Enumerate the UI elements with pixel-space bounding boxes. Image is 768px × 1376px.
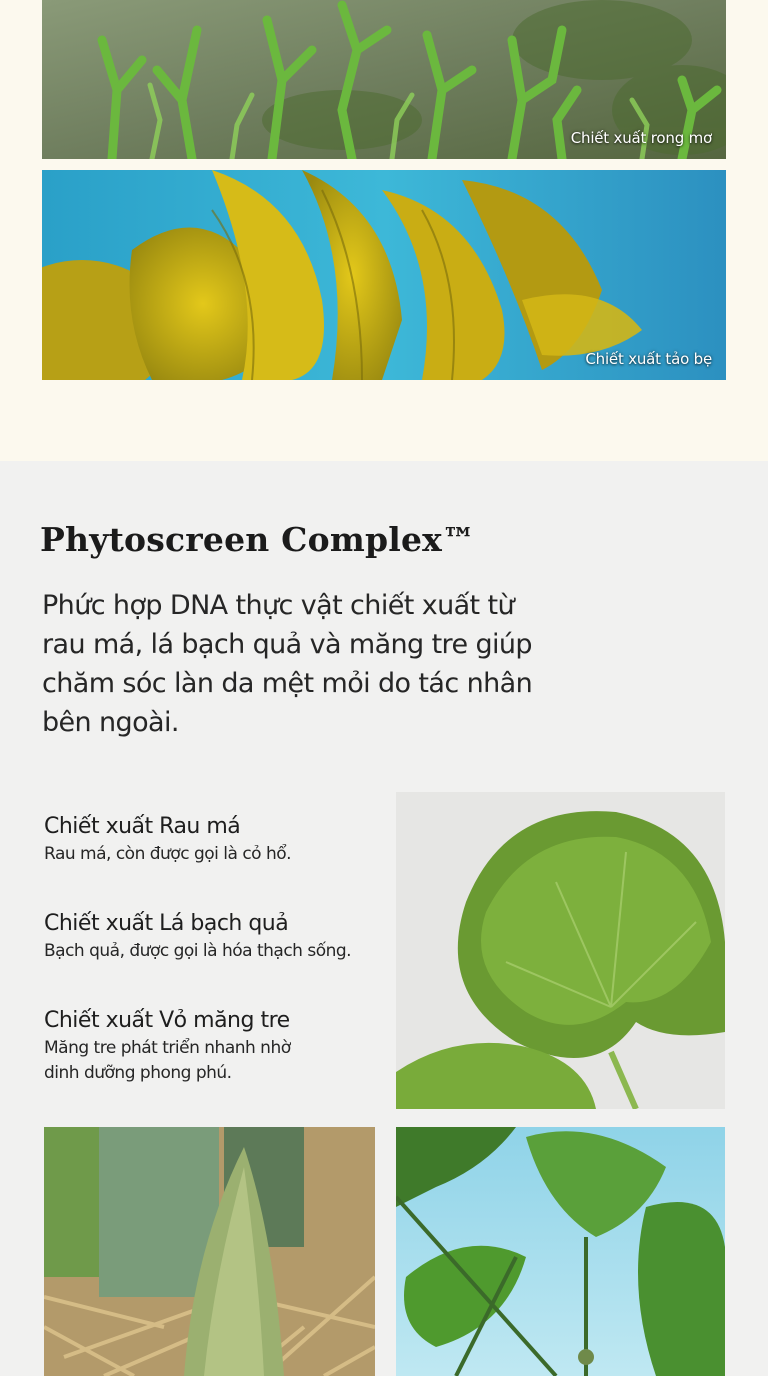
ingredient-centella [44, 812, 291, 867]
ingredient-title: Chiết xuất Lá bạch quả [44, 911, 289, 936]
section-title: Phytoscreen Complex™ [40, 520, 476, 559]
centella-photo [396, 792, 725, 1109]
ingredient-ginkgo [44, 909, 351, 964]
kelp-photo [42, 170, 726, 380]
samphire-photo [42, 0, 726, 159]
kelp-caption: Chiết xuất tảo bẹ [585, 350, 712, 368]
samphire-caption: Chiết xuất rong mơ [570, 129, 712, 147]
ginkgo-photo [396, 1127, 725, 1376]
ingredient-bamboo [44, 1006, 291, 1086]
ingredient-title: Chiết xuất Vỏ măng tre [44, 1008, 290, 1033]
section-description: Phức hợp DNA thực vật chiết xuất từ rau má, lá bạch quả và măng tre giúp chăm sóc làn da mệt mỏi do tác nhân bên ngoài. [42, 590, 533, 738]
ingredient-description: Bạch quả, được gọi là hóa thạch sống. [44, 941, 352, 961]
ingredient-description: Rau má, còn được gọi là cỏ hổ. [44, 844, 292, 864]
ingredient-description: Măng tre phát triển nhanh nhờ dinh dưỡng phong phú. [44, 1038, 291, 1083]
bamboo-shoot-photo [44, 1127, 375, 1376]
ingredient-title: Chiết xuất Rau má [44, 814, 241, 839]
